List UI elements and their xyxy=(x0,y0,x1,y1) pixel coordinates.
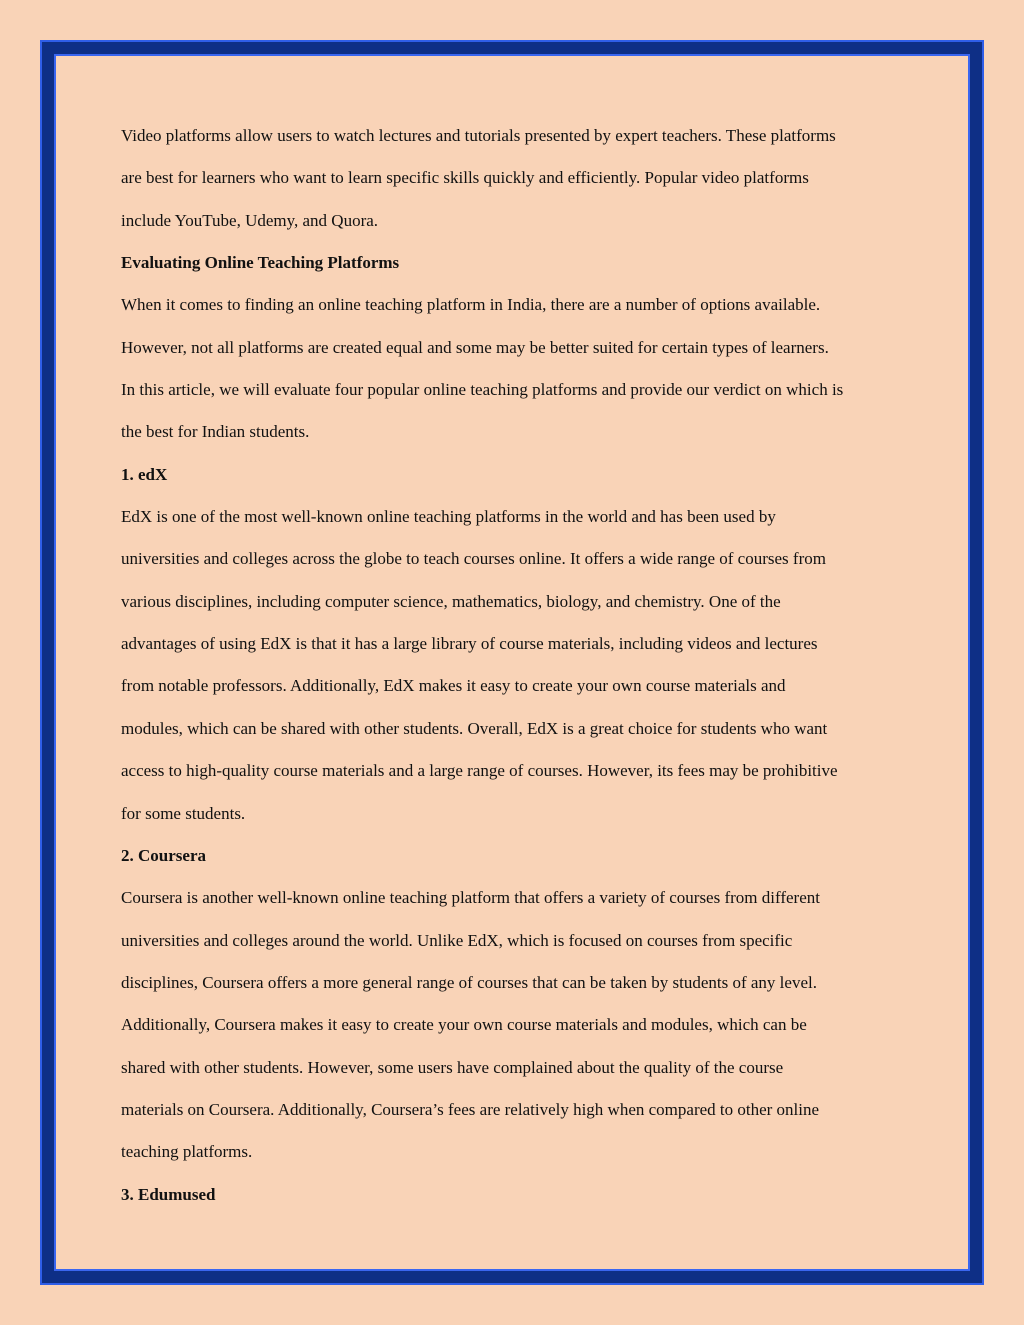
paragraph-edx-line-2: universities and colleges across the globe to teach courses online. It offers a wide range of courses from xyxy=(121,549,826,569)
paragraph-coursera-line-5: shared with other students. However, some users have complained about the quality of the course xyxy=(121,1057,784,1077)
paragraph-coursera-line-1: Coursera is another well-known online teaching platform that offers a variety of courses from different xyxy=(121,888,820,908)
paragraph-evaluating-line-3: In this article, we will evaluate four popular online teaching platforms and provide our verdict on which is xyxy=(121,380,844,400)
paragraph-video-platforms-line-3: include YouTube, Udemy, and Quora. xyxy=(121,210,379,230)
paragraph-coursera-line-2: universities and colleges around the world. Unlike EdX, which is focused on courses from specific xyxy=(121,930,793,950)
paragraph-coursera-line-6: materials on Coursera. Additionally, Coursera’s fees are relatively high when compared to other online xyxy=(121,1099,820,1119)
paragraph-video-platforms-line-1: Video platforms allow users to watch lectures and tutorials presented by expert teachers. These platforms xyxy=(121,126,836,145)
paragraph-evaluating-line-2: However, not all platforms are created equal and some may be better suited for certain types of learners. xyxy=(121,337,829,357)
paragraph-edx-line-7: access to high-quality course materials and a large range of courses. However, its fees may be prohibitive xyxy=(121,761,838,781)
section-heading-edumused: 3. Edumused xyxy=(121,1184,216,1204)
paragraph-coursera-line-4: Additionally, Coursera makes it easy to create your own course materials and modules, which can be xyxy=(121,1015,807,1035)
document-body xyxy=(121,115,921,1216)
paragraph-coursera-line-3: disciplines, Coursera offers a more general range of courses that can be taken by students of any level. xyxy=(121,972,817,992)
paragraph-evaluating-line-1: When it comes to finding an online teaching platform in India, there are a number of options available. xyxy=(121,295,821,315)
paragraph-evaluating-line-4: the best for Indian students. xyxy=(121,422,310,442)
paragraph-edx-line-3: various disciplines, including computer science, mathematics, biology, and chemistry. One of the xyxy=(121,591,781,611)
paragraph-edx-line-8: for some students. xyxy=(121,803,246,823)
paragraph-edx-line-1: EdX is one of the most well-known online teaching platforms in the world and has been used by xyxy=(121,507,776,527)
section-heading-coursera: 2. Coursera xyxy=(121,845,206,865)
paragraph-edx-line-5: from notable professors. Additionally, EdX makes it easy to create your own course materials and xyxy=(121,676,786,696)
section-heading-evaluating: Evaluating Online Teaching Platforms xyxy=(121,253,400,273)
paragraph-edx-line-4: advantages of using EdX is that it has a large library of course materials, including videos and lectures xyxy=(121,634,818,654)
paragraph-coursera-line-7: teaching platforms. xyxy=(121,1142,253,1162)
section-heading-edx: 1. edX xyxy=(121,464,168,484)
paragraph-edx-line-6: modules, which can be shared with other students. Overall, EdX is a great choice for students who want xyxy=(121,718,828,738)
paragraph-video-platforms-line-2: are best for learners who want to learn specific skills quickly and efficiently. Popular video platforms xyxy=(121,168,809,188)
